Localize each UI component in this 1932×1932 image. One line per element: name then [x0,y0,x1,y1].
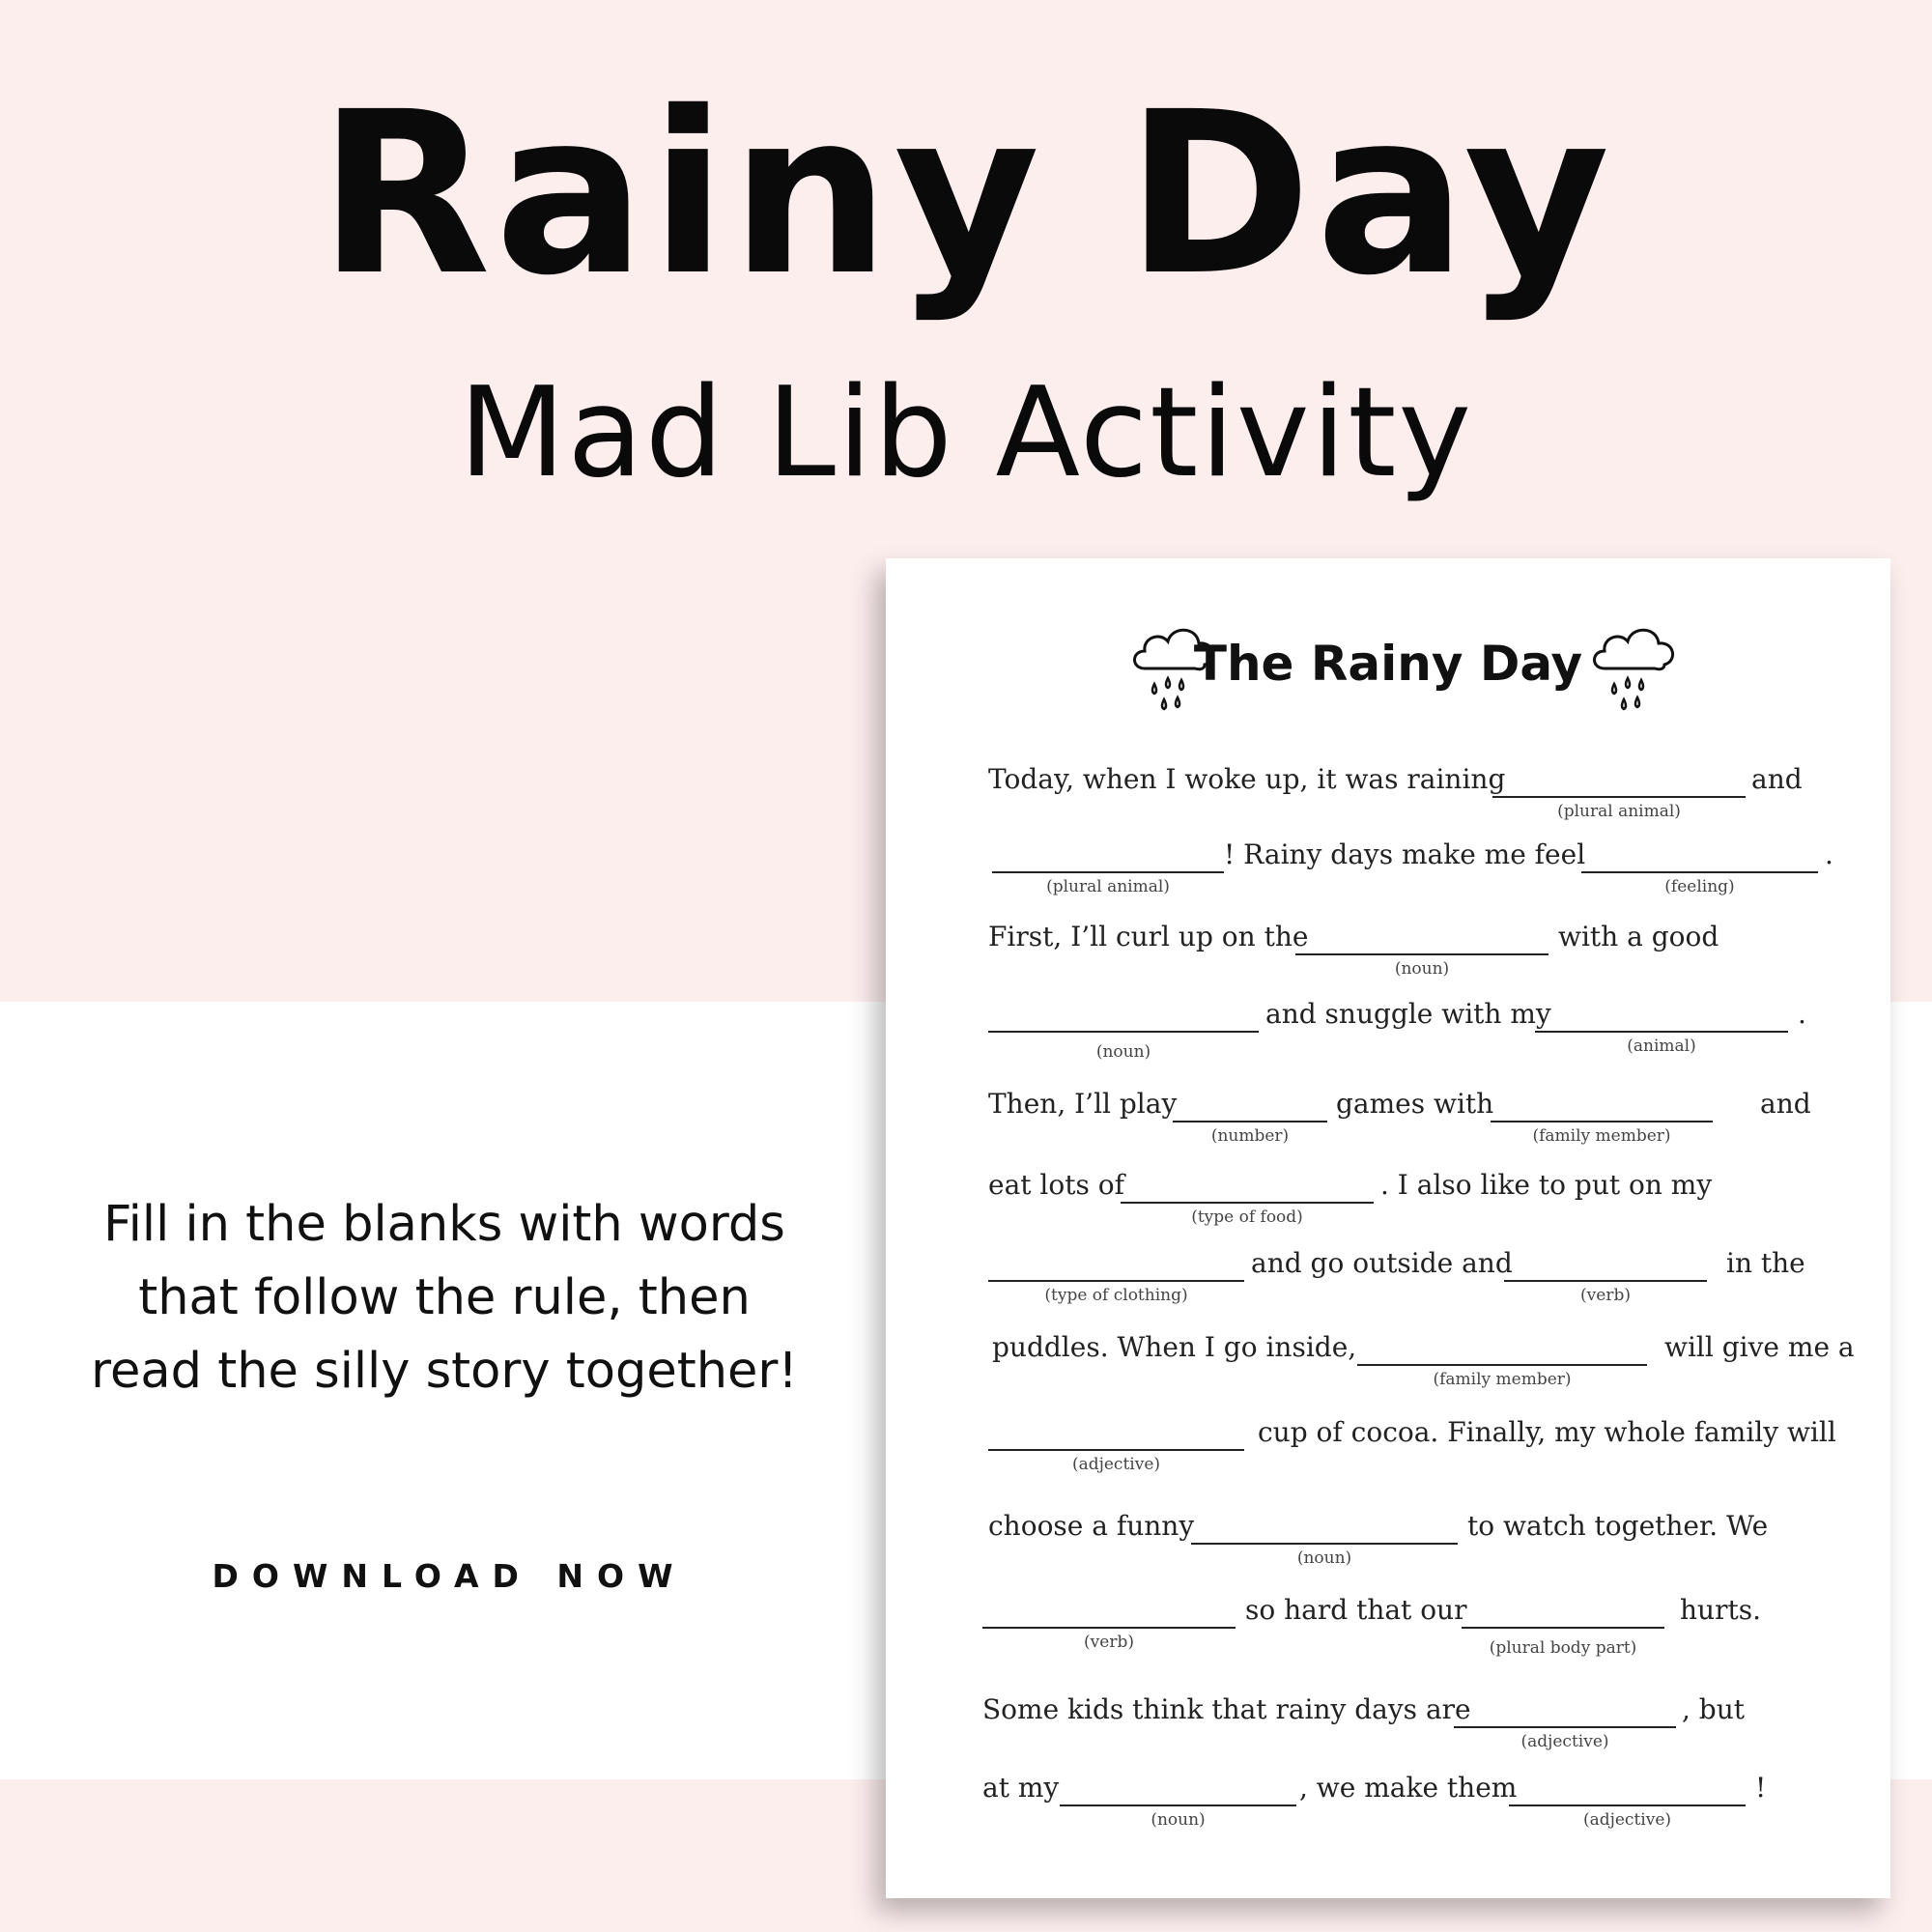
instructions-line: Fill in the blanks with words [103,1196,785,1253]
blank-hint: (plural animal) [1557,802,1681,821]
blank-hint: (adjective) [1071,1455,1161,1474]
story-text: Some kids think that rainy days are [982,1693,1471,1725]
blank-verb[interactable] [982,1627,1236,1629]
blank-hint: (noun) [1296,1548,1352,1568]
blank-adjective[interactable] [1454,1726,1676,1728]
worksheet-title: The Rainy Day [1193,636,1583,692]
story-text: with a good [1558,921,1719,952]
story-text: in the [1726,1247,1805,1279]
story-text: so hard that our [1245,1594,1467,1626]
blank-hint: (family member) [1433,1370,1572,1389]
story-text: First, I’ll curl up on the [988,921,1309,952]
instructions [39,1188,850,1408]
blank-hint: (noun) [1151,1810,1206,1830]
blank-noun[interactable] [1060,1804,1296,1806]
blank-hint: (plural body part) [1489,1638,1637,1658]
story-text: ! [1755,1772,1767,1804]
story-text: and go outside and [1251,1247,1513,1279]
blank-feeling[interactable] [1581,871,1818,873]
story-line [886,1693,1890,1751]
page-title: Rainy Day [318,64,1614,325]
story-text: games with [1336,1088,1494,1120]
story-text: Today, when I woke up, it was raining [988,763,1506,795]
blank-hint: (number) [1210,1126,1290,1146]
blank-plural-animal[interactable] [1492,796,1746,798]
blank-family-member[interactable] [1491,1121,1713,1122]
story-text: hurts. [1680,1594,1761,1626]
story-text: , but [1682,1693,1746,1725]
story-text: . I also like to put on my [1380,1169,1713,1201]
story-text: . [1798,998,1806,1030]
blank-noun[interactable] [988,1031,1259,1033]
blank-adjective[interactable] [988,1449,1244,1451]
story-line [886,998,1890,1062]
story-line [886,1594,1890,1658]
blank-hint: (type of clothing) [1044,1286,1188,1305]
blank-hint: (verb) [1084,1633,1134,1652]
blank-hint: (noun) [1095,1042,1151,1062]
story-line [886,1416,1890,1474]
download-now-link[interactable]: DOWNLOAD NOW [212,1557,687,1595]
story-text: . [1825,838,1833,870]
story-line [886,1331,1890,1389]
story-text: and snuggle with my [1265,998,1551,1030]
story-text: and [1751,763,1803,795]
blank-hint: (noun) [1394,959,1450,979]
blank-noun[interactable] [1191,1543,1458,1545]
story-text: at my [982,1772,1060,1804]
blank-hint: (plural animal) [1046,877,1170,896]
rain-cloud-icon [1587,618,1684,724]
story-line [886,838,1890,896]
blank-plural-animal[interactable] [992,871,1224,873]
story-text: and [1760,1088,1811,1120]
instructions-line: read the silly story together! [91,1343,798,1400]
blank-plural-body-part[interactable] [1462,1627,1664,1629]
story-text: to watch together. We [1467,1510,1769,1542]
blank-number[interactable] [1173,1121,1327,1122]
worksheet-preview [886,558,1890,1898]
blank-adjective[interactable] [1509,1804,1746,1806]
blank-hint: (adjective) [1520,1732,1609,1751]
blank-noun[interactable] [1295,953,1548,955]
story-text: will give me a [1664,1331,1855,1363]
blank-hint: (verb) [1580,1286,1631,1305]
story-text: choose a funny [988,1510,1195,1542]
story-text: eat lots of [988,1169,1124,1201]
instructions-line: that follow the rule, then [138,1269,751,1326]
blank-hint: (type of food) [1191,1208,1303,1227]
blank-animal[interactable] [1535,1031,1788,1033]
blank-hint: (family member) [1532,1126,1671,1146]
blank-type-of-food[interactable] [1121,1202,1374,1204]
story-text: ! Rainy days make me feel [1224,838,1586,870]
page-subtitle: Mad Lib Activity [458,361,1474,505]
story-line [886,1510,1890,1568]
blank-hint: (adjective) [1582,1810,1672,1830]
story-line [886,921,1890,979]
story-text: , we make them [1299,1772,1518,1804]
blank-family-member[interactable] [1357,1364,1647,1366]
blank-hint: (animal) [1627,1037,1696,1056]
story-line [886,763,1890,821]
story-text: Then, I’ll play [988,1088,1178,1120]
blank-verb[interactable] [1504,1280,1707,1282]
story-line [886,1247,1890,1305]
story-text: puddles. When I go inside, [992,1331,1357,1363]
story-line [886,1772,1890,1830]
blank-hint: (feeling) [1664,877,1735,896]
story-line [886,1169,1890,1227]
story-line [886,1088,1890,1146]
story-text: cup of cocoa. Finally, my whole family will [1258,1416,1836,1448]
blank-type-of-clothing[interactable] [988,1280,1244,1282]
